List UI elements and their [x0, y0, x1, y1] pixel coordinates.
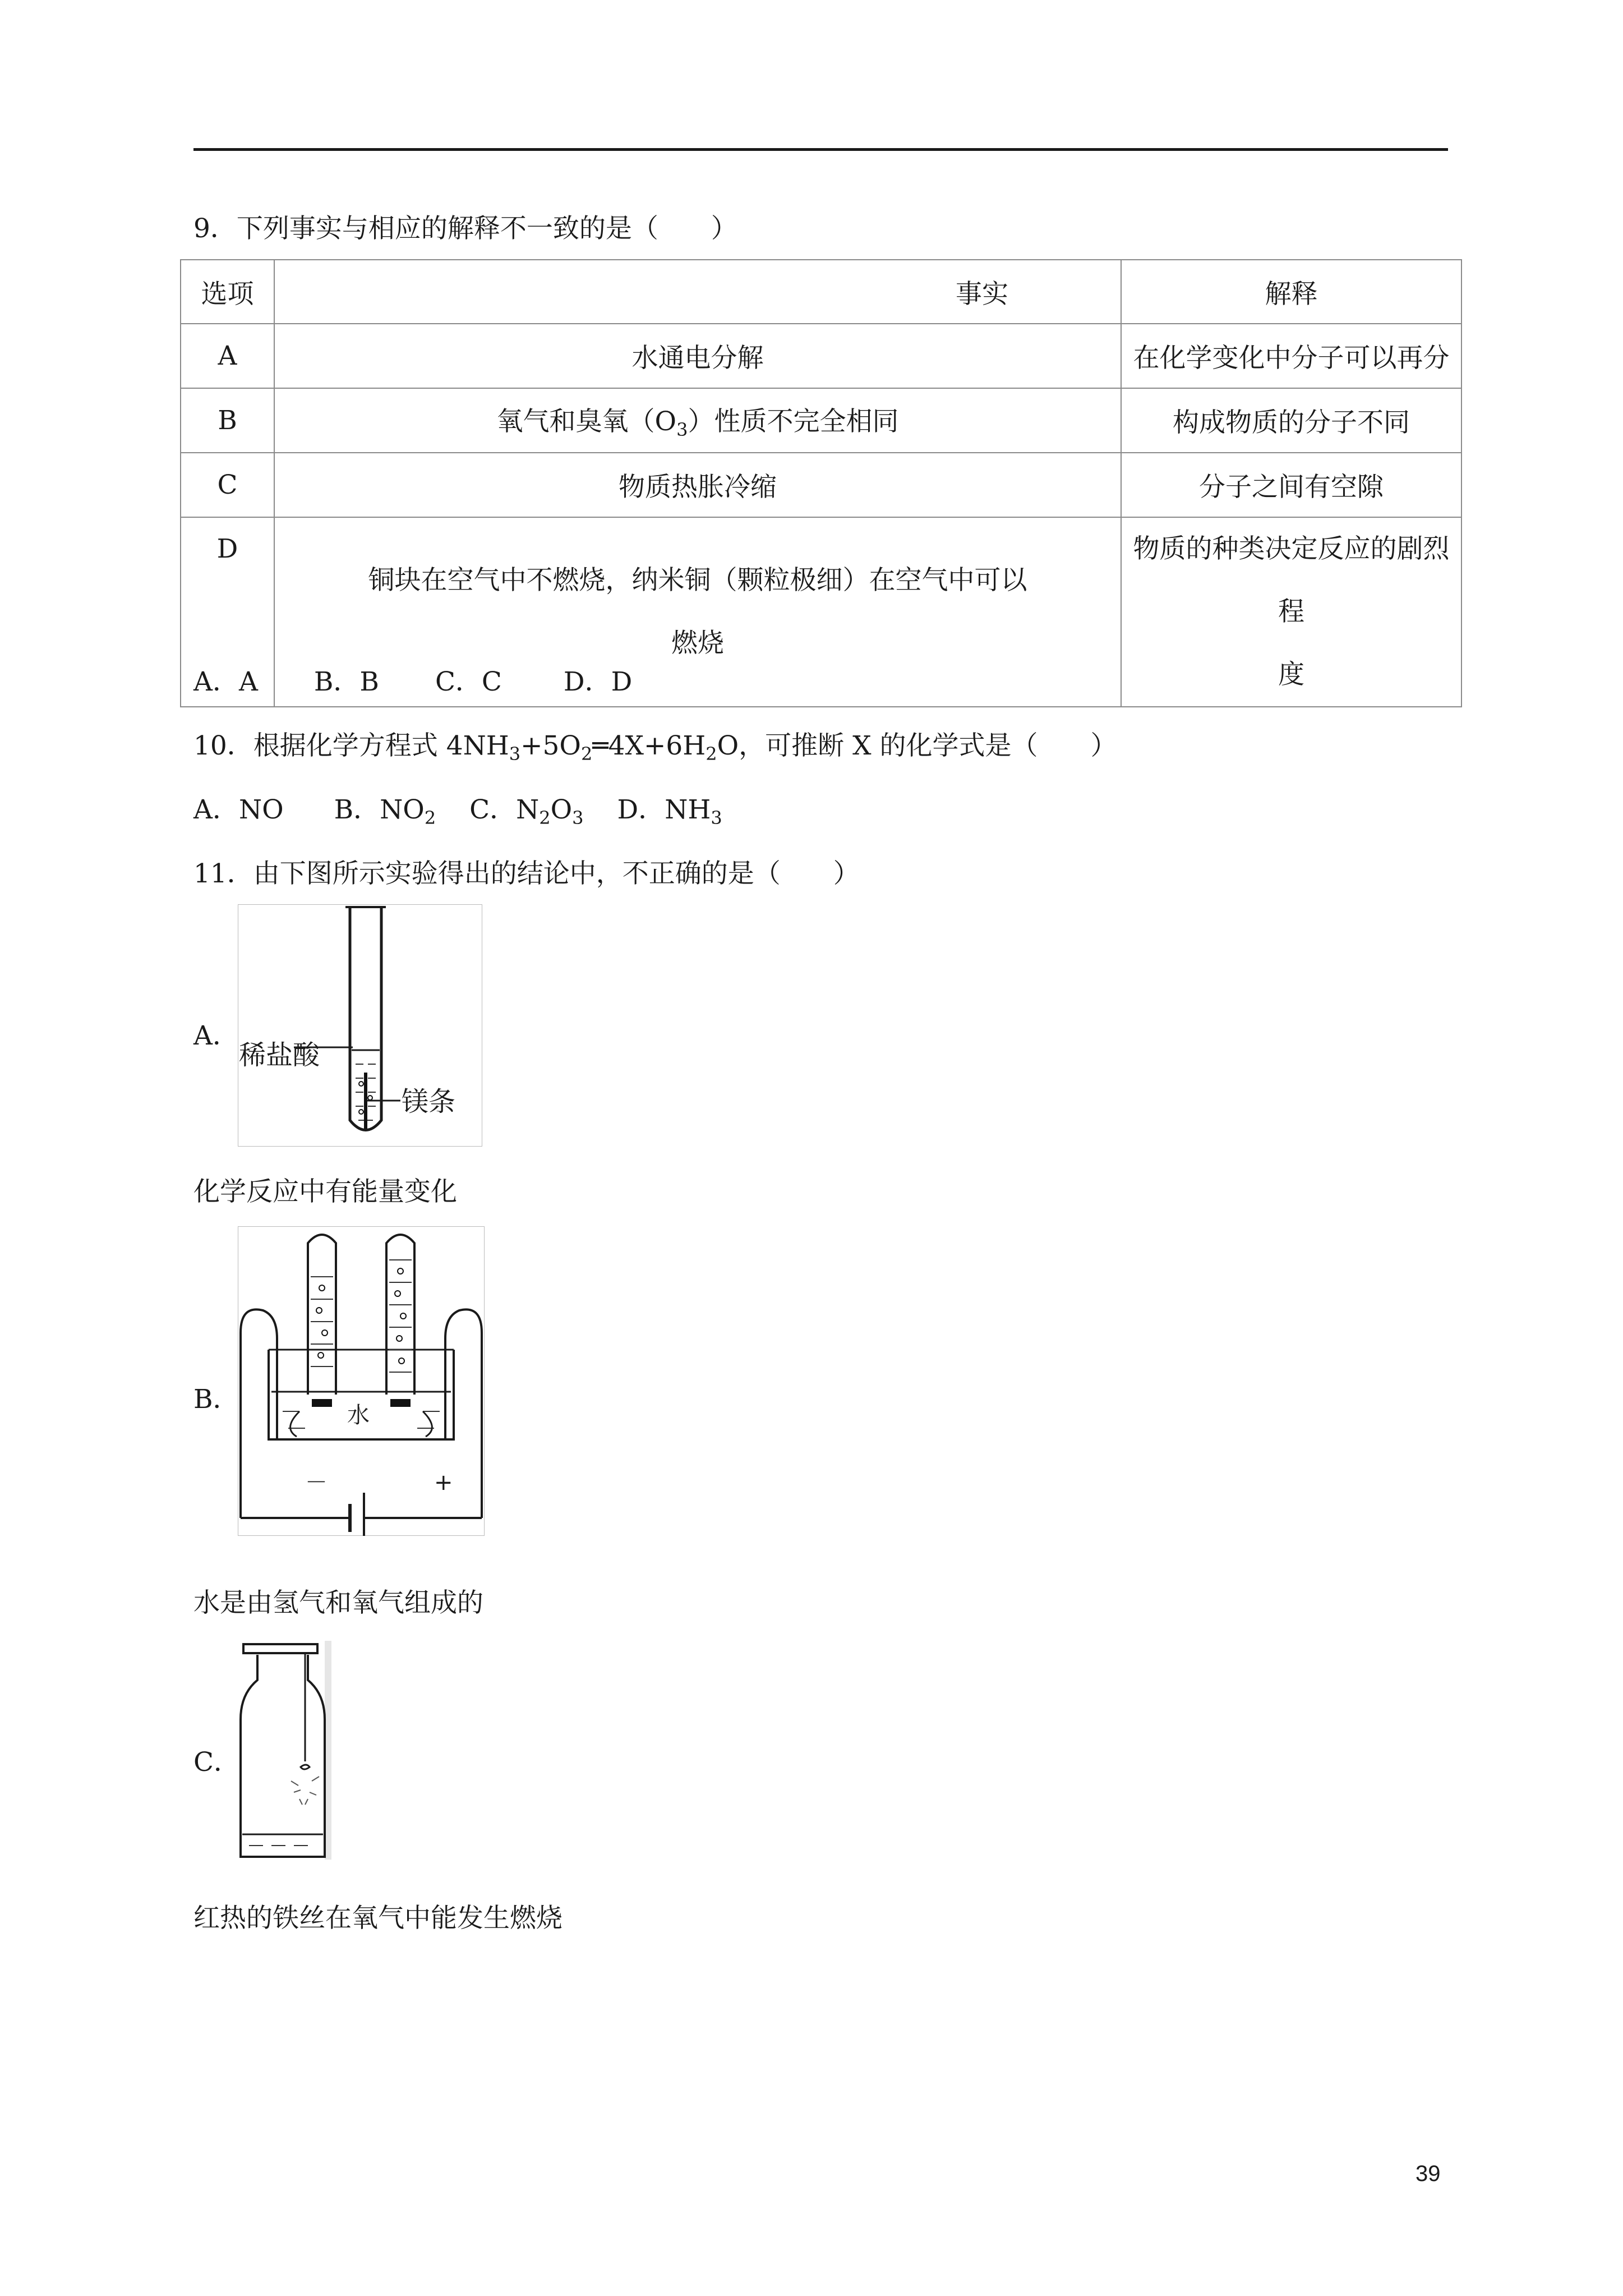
choice-subscript: 2	[424, 807, 436, 829]
electrolysis-figure	[238, 1226, 485, 1536]
q10-subscript: 2	[580, 743, 593, 765]
fact-text: 氧气和臭氧（O	[496, 406, 677, 437]
row-fact: 水通电分解	[274, 324, 1121, 388]
row-explanation: 分子之间有空隙	[1121, 453, 1461, 517]
fact-line: 燃烧	[671, 628, 724, 659]
choice-c: C．C	[435, 666, 502, 697]
choice-subscript: 3	[711, 807, 722, 829]
label-water: 水	[347, 1402, 370, 1428]
choice-d	[617, 794, 722, 829]
choice-c	[469, 794, 584, 829]
explanation-line: 物质的种类决定反应的剧烈程	[1133, 533, 1450, 627]
row-option: D	[181, 517, 274, 707]
row-explanation	[1121, 517, 1461, 707]
q11-option-c-letter: C．	[193, 1747, 240, 1778]
header-option: 选项	[181, 260, 274, 324]
header-fact: 事实	[274, 260, 1121, 324]
label-dilute-hcl: 稀盐酸	[239, 1039, 320, 1071]
q10-stem	[193, 729, 1117, 771]
q10-text: ═4X+6H	[592, 730, 706, 761]
q9-table	[180, 259, 1462, 707]
row-option: B	[181, 388, 274, 453]
row-explanation: 在化学变化中分子可以再分	[1121, 324, 1461, 388]
table-row	[181, 453, 1461, 517]
test-tube-figure	[238, 904, 482, 1147]
q10-text: 10．根据化学方程式 4NH	[193, 730, 509, 761]
q11-option-b-conclusion: 水是由氢气和氧气组成的	[193, 1588, 483, 1618]
label-positive: +	[434, 1470, 453, 1496]
label-negative: －	[305, 1470, 328, 1496]
q11-option-b-letter: B．	[193, 1384, 239, 1415]
q9-choices	[193, 665, 632, 699]
oxygen-jar-figure	[238, 1641, 333, 1860]
choice-b: B．B	[313, 666, 379, 697]
fact-subscript: 3	[676, 419, 688, 440]
choice-text: O	[550, 794, 573, 825]
choice-subscript: 2	[539, 807, 551, 829]
q11-option-a-conclusion: 化学反应中有能量变化	[193, 1176, 457, 1207]
q10-subscript: 2	[706, 743, 717, 765]
row-fact	[274, 388, 1121, 453]
row-explanation: 构成物质的分子不同	[1121, 388, 1461, 453]
table-header-row	[181, 260, 1461, 324]
choice-text: D．NH	[617, 794, 711, 825]
page-number: 39	[1415, 2161, 1441, 2186]
q10-text: O，可推断 X 的化学式是（ ）	[717, 730, 1117, 761]
header-rule	[193, 148, 1448, 151]
choice-d: D．D	[563, 666, 633, 697]
choice-b	[334, 794, 436, 829]
q11-option-a-letter: A．	[193, 1020, 239, 1051]
choice-text: C．N	[469, 794, 540, 825]
explanation-line: 度	[1278, 659, 1304, 690]
label-magnesium: 镁条	[402, 1086, 456, 1117]
choice-a: A．NO	[193, 794, 284, 825]
q11-stem: 11．由下图所示实验得出的结论中，不正确的是（ ）	[193, 858, 860, 889]
row-fact: 物质热胀冷缩	[274, 453, 1121, 517]
q10-subscript: 3	[509, 743, 521, 765]
fact-line: 铜块在空气中不燃烧，纳米铜（颗粒极细）在空气中可以	[368, 565, 1027, 596]
table-row	[181, 388, 1461, 453]
row-option: A	[181, 324, 274, 388]
header-explanation: 解释	[1121, 260, 1461, 324]
choice-subscript: 3	[572, 807, 584, 829]
q10-text: +5O	[520, 730, 581, 761]
row-option: C	[181, 453, 274, 517]
choice-text: B．NO	[334, 794, 425, 825]
q11-option-c-conclusion: 红热的铁丝在氧气中能发生燃烧	[193, 1903, 562, 1934]
q10-choices	[193, 793, 722, 835]
table-row	[181, 324, 1461, 388]
choice-a: A．A	[193, 666, 258, 697]
fact-text: ）性质不完全相同	[688, 406, 899, 437]
q9-stem: 9．下列事实与相应的解释不一致的是（ ）	[193, 213, 737, 244]
